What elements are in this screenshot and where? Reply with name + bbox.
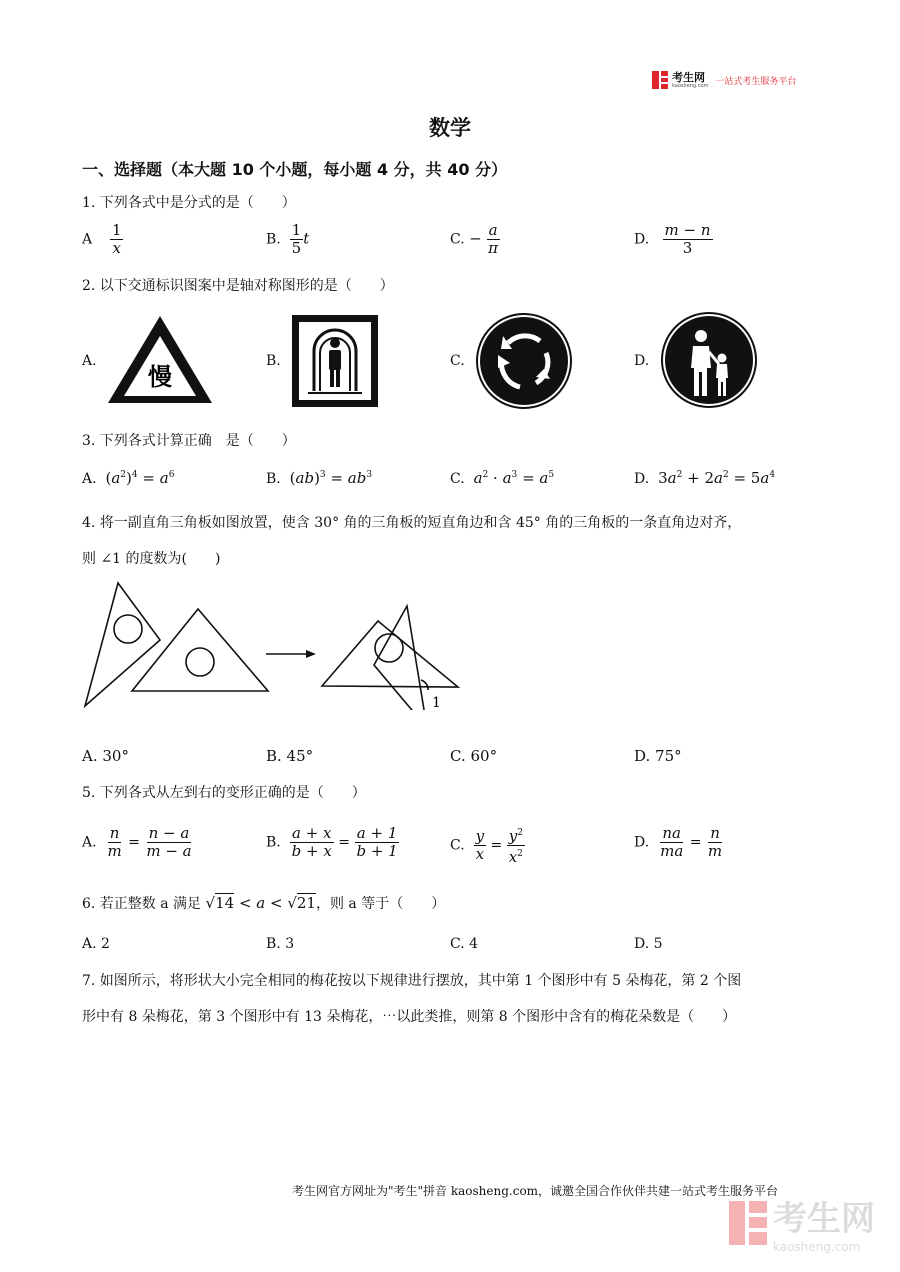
q2-option-b-label: B. bbox=[266, 353, 281, 369]
q4-option-a: A. 30° bbox=[82, 747, 129, 765]
question-4-stem-line2: 则 ∠1 的度数为( ) bbox=[82, 551, 221, 567]
logo-url: kaosheng.com bbox=[672, 82, 709, 89]
formula: $(a^2)^4 = a^6$ bbox=[105, 469, 175, 487]
q1-option-b: B. $\frac{1}{5}$ t bbox=[266, 221, 310, 257]
q5-option-a: A. $\frac{n}{m}$ = $\frac{n - a}{m - a}$ bbox=[82, 824, 192, 860]
question-1-stem: 1. 下列各式中是分式的是（ ） bbox=[82, 195, 296, 211]
option-label: A. bbox=[82, 834, 97, 851]
q6-option-a: A. 2 bbox=[82, 936, 110, 952]
formula: $\frac{1}{x}$ bbox=[111, 221, 122, 257]
option-label: B. bbox=[266, 834, 281, 851]
question-7-line1: 7. 如图所示，将形状大小完全相同的梅花按以下规律进行摆放，其中第 1 个图形中有 5 朵梅花，第 2 个图 bbox=[82, 973, 742, 989]
q5-option-b: B. $\frac{a + x}{b + x}$ = $\frac{a + 1}{b + 1}$ bbox=[266, 824, 398, 860]
q5-option-d: D. $\frac{na}{ma}$ = $\frac{n}{m}$ bbox=[634, 824, 723, 860]
question-2-stem: 2. 以下交通标识图案中是轴对称图形的是（ ） bbox=[82, 278, 394, 294]
option-label: A bbox=[82, 231, 93, 248]
option-label: C. bbox=[450, 231, 465, 248]
slow-sign-icon bbox=[104, 312, 216, 407]
stem-text: 6. 若正整数 a 满足 bbox=[82, 896, 202, 912]
q3-option-c bbox=[450, 469, 554, 487]
q4-option-b: B. 45° bbox=[266, 747, 314, 765]
q6-option-b: B. 3 bbox=[266, 936, 295, 952]
q2-option-a-label: A. bbox=[82, 353, 97, 369]
q1-option-c: C. − $\frac{a}{\pi}$ bbox=[450, 221, 499, 257]
triangle-rulers-diagram bbox=[80, 580, 465, 710]
formula: $\frac{n}{m}$ bbox=[107, 824, 122, 860]
page-title: 数学 bbox=[429, 115, 471, 140]
option-label: D. bbox=[634, 471, 650, 487]
formula: $a^2 \cdot a^3 = a^5$ bbox=[473, 469, 555, 487]
option-label: C. bbox=[450, 471, 465, 487]
logo-name: 考生网 bbox=[672, 70, 705, 84]
q4-option-d: D. 75° bbox=[634, 747, 682, 765]
q6-option-d: D. 5 bbox=[634, 936, 663, 952]
watermark-name: 考生网 bbox=[773, 1199, 875, 1239]
option-label: B. bbox=[266, 471, 281, 487]
formula: $\frac{na}{ma}$ bbox=[660, 824, 684, 860]
q2-option-d-label: D. bbox=[634, 353, 650, 369]
q2-option-c-label: C. bbox=[450, 353, 465, 369]
option-label: A. bbox=[82, 471, 97, 487]
header-logo bbox=[652, 71, 796, 89]
formula: $\frac{y}{x}$ bbox=[475, 827, 485, 863]
q3-option-b bbox=[266, 469, 372, 487]
option-label: C. bbox=[450, 837, 465, 854]
question-5-stem: 5. 下列各式从左到右的变形正确的是（ ） bbox=[82, 785, 366, 801]
formula: $\frac{a + 1}{b + 1}$ bbox=[356, 824, 398, 860]
pedestrian-sign-icon bbox=[659, 312, 759, 408]
option-label: D. bbox=[634, 231, 650, 248]
option-label: B. bbox=[266, 231, 281, 248]
formula: $(ab)^3 = ab^3$ bbox=[289, 469, 373, 487]
footer-text: 考生网官方网址为"考生"拼音 kaosheng.com，诚邀全国合作伙伴共建一站式考生服务平台 bbox=[292, 1184, 779, 1198]
section-heading: 一、选择题（本大题 10 个小题，每小题 4 分，共 40 分） bbox=[82, 160, 508, 179]
logo-icon bbox=[652, 71, 668, 89]
option-label: D. bbox=[634, 834, 650, 851]
formula: $\frac{a}{\pi}$ bbox=[488, 221, 499, 257]
formula: $\frac{n - a}{m - a}$ bbox=[146, 824, 192, 860]
formula: $\frac{y^2}{x^2}$ bbox=[508, 827, 523, 866]
roundabout-sign-icon bbox=[474, 313, 574, 409]
question-3-stem: 3. 下列各式计算正确 是（ ） bbox=[82, 433, 296, 449]
q5-option-c: C. $\frac{y}{x}$ = $\frac{y^2}{x^2}$ bbox=[450, 827, 523, 866]
question-4-stem-line1: 4. 将一副直角三角板如图放置，使含 30° 角的三角板的短直角边和含 45° 角的三角板的一条直角边对齐， bbox=[82, 515, 742, 531]
sign-char: 慢 bbox=[148, 363, 172, 391]
q1-option-a bbox=[82, 222, 123, 257]
angle-label: 1 bbox=[432, 695, 441, 710]
formula: $\frac{n}{m}$ bbox=[707, 824, 723, 860]
pedestrian-tunnel-sign-icon bbox=[290, 313, 380, 409]
formula: $\frac{m - n}{3}$ bbox=[664, 221, 711, 257]
q4-option-c: C. 60° bbox=[450, 747, 498, 765]
formula: $\frac{1}{5}$ bbox=[291, 221, 302, 257]
q6-option-c: C. 4 bbox=[450, 936, 479, 952]
q3-option-a bbox=[82, 469, 174, 487]
watermark-logo-icon bbox=[729, 1201, 767, 1245]
watermark bbox=[729, 1191, 875, 1254]
q3-option-d bbox=[634, 469, 775, 487]
watermark-url: kaosheng.com bbox=[773, 1240, 861, 1254]
logo-slogan: 一站式考生服务平台 bbox=[715, 76, 797, 87]
q1-option-d bbox=[634, 222, 713, 257]
formula: $\frac{a + x}{b + x}$ bbox=[291, 824, 332, 860]
question-7-line2: 形中有 8 朵梅花，第 3 个图形中有 13 朵梅花，⋯以此类推，则第 8 个图形中含有的梅花朵数是（ ） bbox=[82, 1009, 737, 1025]
question-6-stem bbox=[82, 893, 445, 913]
formula: $3a^2 + 2a^2 = 5a^4$ bbox=[658, 469, 776, 487]
inequality: √14 < a < √21 bbox=[205, 894, 316, 912]
stem-text: ，则 a 等于（ ） bbox=[315, 896, 446, 912]
